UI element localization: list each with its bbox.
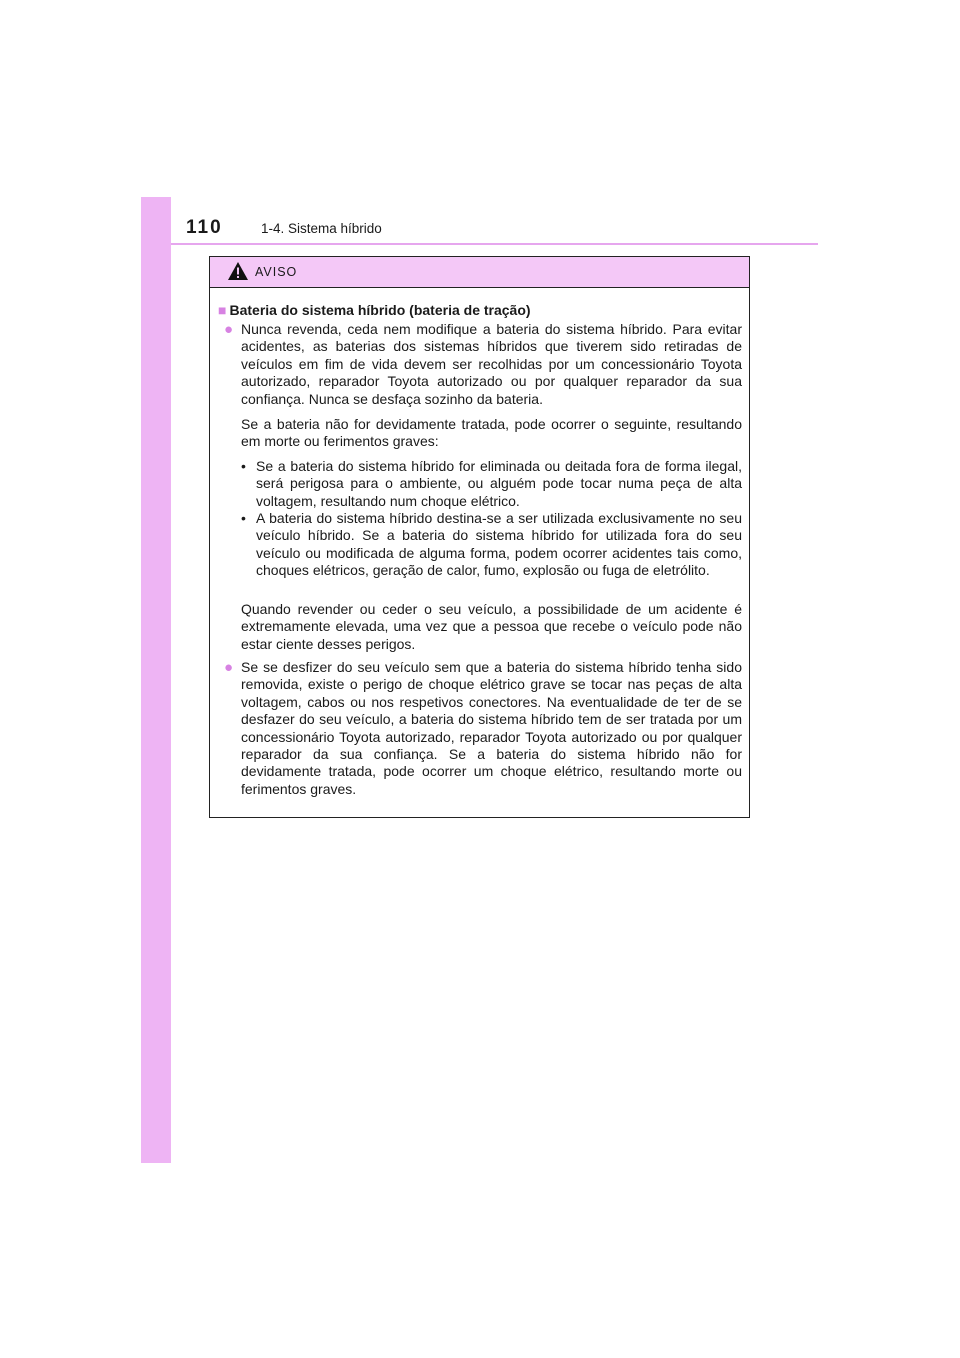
subheading-text: Bateria do sistema híbrido (bateria de tração) (229, 302, 531, 318)
chapter-side-tab (141, 197, 171, 1163)
warning-subheading (218, 302, 531, 319)
warning-box (209, 256, 750, 818)
warning-list-item: A bateria do sistema híbrido destina-se a ser utilizada exclusivamente no seu veículo híbrido. Se a bateria do sistema híbrido for utilizada fora do seu veículo ou modificada de alguma forma, podem ocorrer acidentes tais como, choques elétricos, geração de calor, fumo, explosão ou fuga de eletrólito. (256, 510, 742, 579)
page-number: 110 (186, 217, 223, 238)
dash-bullet-icon: • (241, 458, 246, 474)
dash-bullet-icon: • (241, 510, 246, 526)
warning-header (210, 257, 749, 288)
square-bullet-icon: ■ (218, 302, 227, 318)
header-divider (171, 243, 818, 245)
section-title: 1-4. Sistema híbrido (261, 221, 382, 236)
circle-bullet-icon: ● (224, 659, 234, 676)
circle-bullet-icon: ● (224, 321, 234, 338)
warning-paragraph: Quando revender ou ceder o seu veículo, a possibilidade de um acidente é extremamente elevada, uma vez que a pessoa que recebe o veículo pode não estar ciente desses perigos. (241, 601, 742, 652)
warning-paragraph: Se se desfizer do seu veículo sem que a bateria do sistema híbrido tenha sido removida, existe o perigo de choque elétrico grave se tocar nas peças de alta voltagem, cabos ou nos respetivos conectores. Na eventualidade de ter de se desfazer do seu veículo, a bateria do sistema híbrido tem de ser tratada por um concessionário Toyota autorizado, reparador Toyota autorizado ou por qualquer reparador da sua confiança. Se a bateria do sistema híbrido não for devidamente tratada, pode ocorrer um choque elétrico, resultando morte ou ferimentos graves. (241, 659, 742, 797)
warning-title: AVISO (255, 265, 298, 279)
warning-list-item: Se a bateria do sistema híbrido for eliminada ou deitada fora de forma ilegal, será perigosa para o ambiente, ou alguém pode tocar numa peça de alta voltagem, resultando num choque elétrico. (256, 458, 742, 509)
warning-triangle-icon (227, 261, 249, 281)
warning-paragraph: Se a bateria não for devidamente tratada, pode ocorrer o seguinte, resultando em morte ou ferimentos graves: (241, 416, 742, 450)
warning-paragraph: Nunca revenda, ceda nem modifique a bateria do sistema híbrido. Para evitar acidentes, as baterias dos sistemas híbridos que tiverem sido retiradas de veículos em fim de vida devem ser recolhidas por um concessionário Toyota autorizado, reparador Toyota autorizado ou por qualquer reparador da sua confiança. Nunca se desfaça sozinho da bateria. (241, 321, 742, 407)
